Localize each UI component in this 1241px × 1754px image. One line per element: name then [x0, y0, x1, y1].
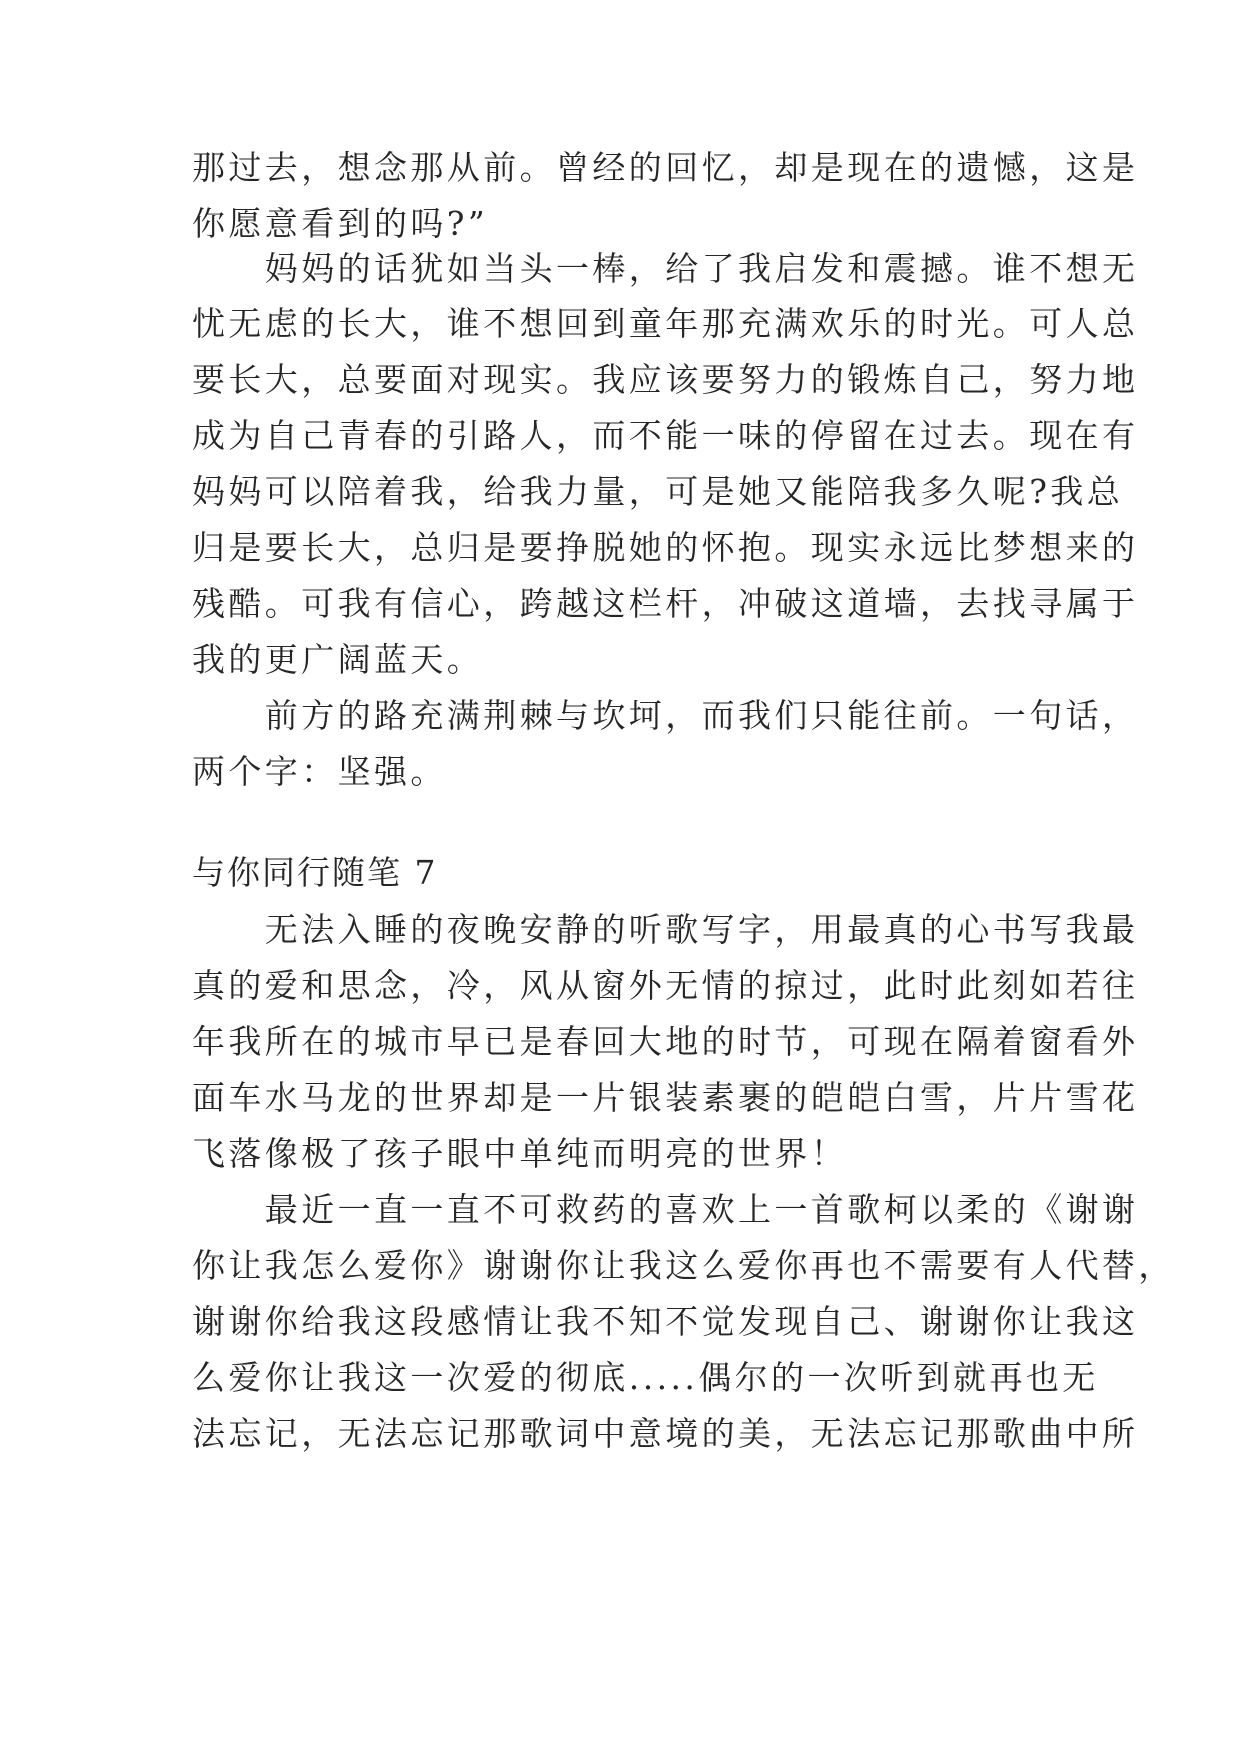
text-line: 你愿意看到的吗?”: [192, 204, 489, 243]
text-line: 法忘记，无法忘记那歌词中意境的美，无法忘记那歌曲中所: [192, 1414, 1139, 1453]
text-line: 妈妈可以陪着我，给我力量，可是她又能陪我多久呢?我总: [192, 472, 1124, 511]
text-line: 你让我怎么爱你》谢谢你让我这么爱你再也不需要有人代替，: [192, 1246, 1175, 1285]
text-line: 忧无虑的长大，谁不想回到童年那充满欢乐的时光。可人总: [192, 304, 1139, 343]
paragraph-line: 无法入睡的夜晚安静的听歌写字，用最真的心书写我最: [192, 910, 1139, 949]
text-line: 归是要长大，总归是要挣脱她的怀抱。现实永远比梦想来的: [192, 528, 1139, 567]
section-heading: 与你同行随笔 7: [192, 853, 438, 892]
text-line: 残酷。可我有信心，跨越这栏杆，冲破这道墙，去找寻属于: [192, 584, 1139, 623]
paragraph-line: 最近一直一直不可救药的喜欢上一首歌柯以柔的《谢谢: [192, 1190, 1139, 1229]
text-line: 年我所在的城市早已是春回大地的时节，可现在隔着窗看外: [192, 1022, 1139, 1061]
text-line: 要长大，总要面对现实。我应该要努力的锻炼自己，努力地: [192, 360, 1139, 399]
text-line: 么爱你让我这一次爱的彻底.....偶尔的一次听到就再也无: [192, 1358, 1099, 1397]
text-line: 面车水马龙的世界却是一片银装素裹的皑皑白雪，片片雪花: [192, 1078, 1139, 1117]
text-line: 真的爱和思念，冷，风从窗外无情的掠过，此时此刻如若往: [192, 966, 1139, 1005]
text-line: 两个字：坚强。: [192, 752, 447, 791]
paragraph-line: 前方的路充满荆棘与坎坷，而我们只能往前。一句话，: [192, 696, 1139, 735]
paragraph-line: 妈妈的话犹如当头一棒，给了我启发和震撼。谁不想无: [192, 249, 1139, 288]
text-line: 谢谢你给我这段感情让我不知不觉发现自己、谢谢你让我这: [192, 1302, 1139, 1341]
text-line: 我的更广阔蓝天。: [192, 640, 484, 679]
text-line: 那过去，想念那从前。曾经的回忆，却是现在的遗憾，这是: [192, 148, 1139, 187]
text-line: 飞落像极了孩子眼中单纯而明亮的世界！: [192, 1134, 848, 1173]
text-line: 成为自己青春的引路人，而不能一味的停留在过去。现在有: [192, 416, 1139, 455]
